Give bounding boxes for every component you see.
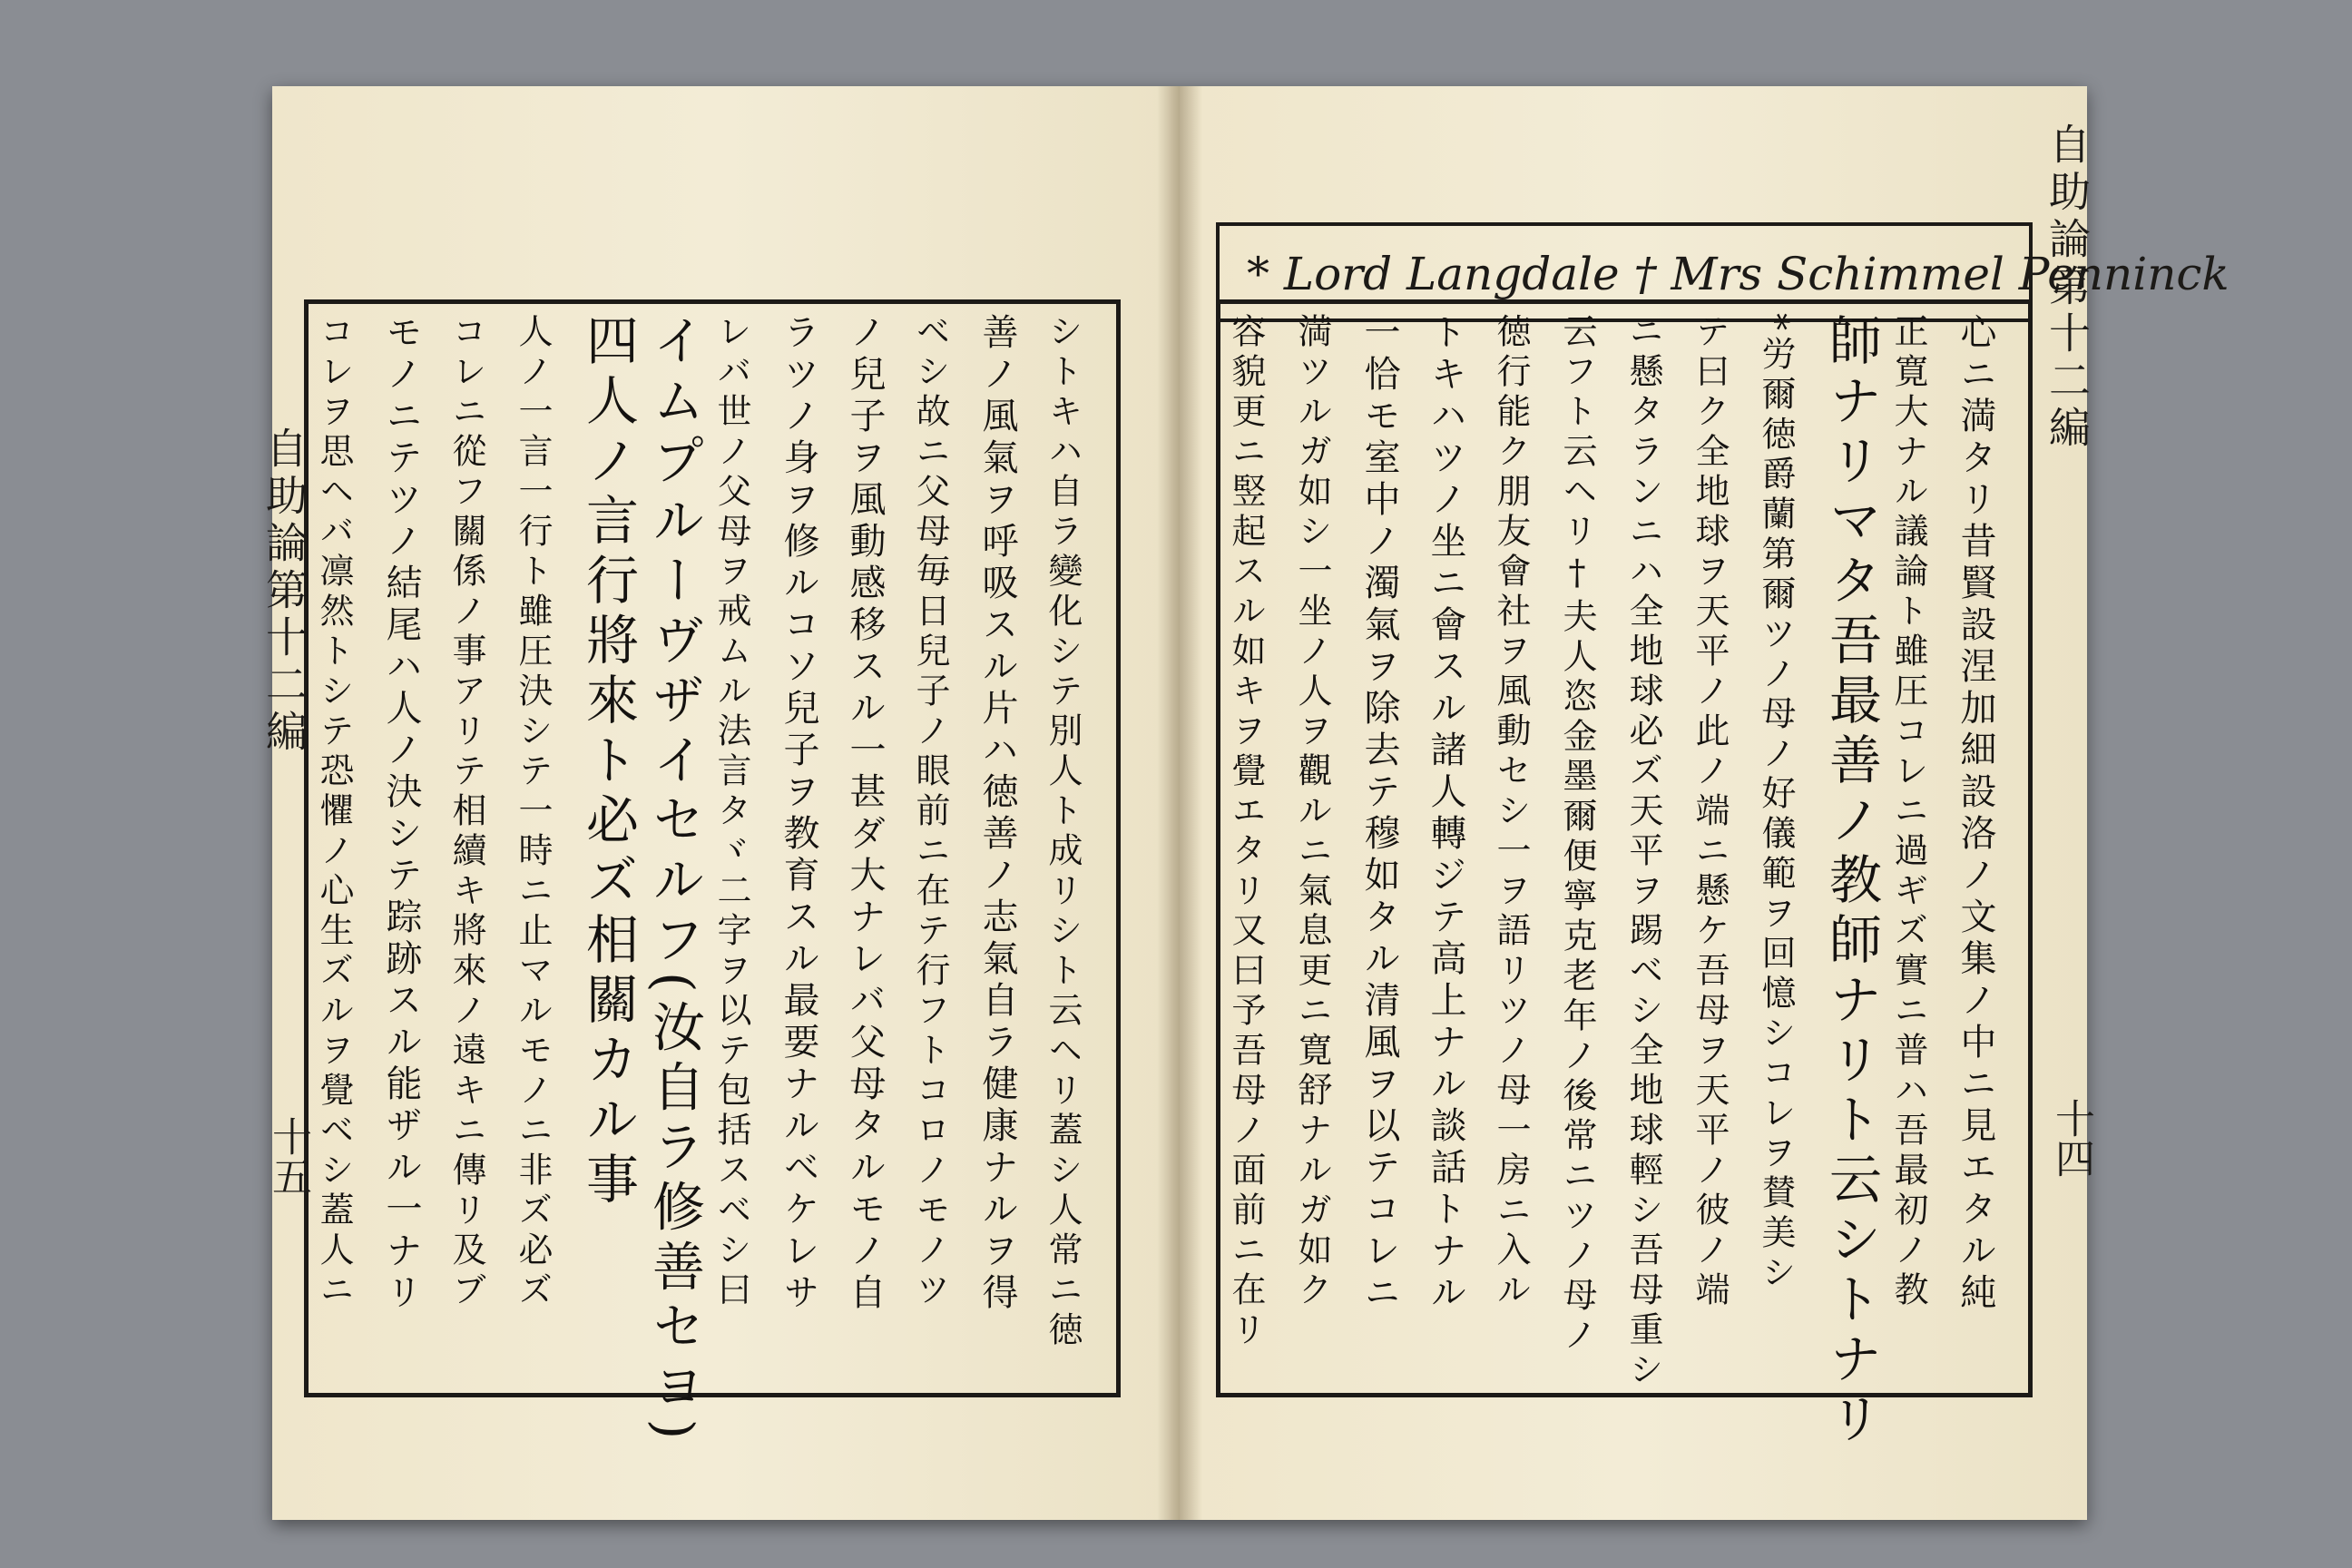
left-page-margin-title: 自助論第十二編 xyxy=(260,426,309,757)
text-column: テ曰ク全地球ヲ天平ノ此ノ端ニ懸ケ吾母ヲ天平ノ彼ノ端 xyxy=(1690,313,1730,1311)
text-column: トキハツノ坐ニ會スル諸人轉ジテ高上ナル談話トナル xyxy=(1425,313,1466,1315)
text-column: 容貌更ニ竪起スル如キヲ覺エタリ又曰予吾母ノ面前ニ在リ xyxy=(1226,313,1266,1351)
text-column: 満ツルガ如シ一坐ノ人ヲ觀ルニ氣息更ニ寛舒ナルガ如ク xyxy=(1292,313,1332,1311)
text-column: 心ニ満タリ昔賢設涅加細設洛ノ文集ノ中ニ見エタル純 xyxy=(1955,313,1996,1315)
text-column: シトキハ自ラ變化シテ別人ト成リシト云ヘリ蓋シ人常ニ徳 xyxy=(1043,313,1083,1351)
text-column: レバ世ノ父母ヲ戒ムル法言タヾ二字ヲ以テ包括スベシ曰 xyxy=(711,313,751,1311)
text-column: 四人ノ言行將來ト必ズ相關カル事 xyxy=(577,313,639,1211)
text-column: イムプルーヴザイセルフ(汝自ラ修善セヨ) xyxy=(643,313,705,1447)
text-column: コレヲ思ヘバ凛然トシテ恐懼ノ心生ズルヲ覺ベシ蓋人ニ xyxy=(314,313,354,1311)
text-column: ベシ故ニ父母毎日兒子ノ眼前ニ在テ行フトコロノモノツ xyxy=(910,313,950,1311)
text-column: 善ノ風氣ヲ呼吸スル片ハ徳善ノ志氣自ラ健康ナルヲ得 xyxy=(976,313,1018,1315)
text-column: ニ懸タランニハ全地球必ズ天平ヲ踢ベシ全地球輕シ吾母重シ xyxy=(1623,313,1663,1391)
right-page-margin-title: 自助論第十二編 xyxy=(2043,122,2092,453)
text-column: 正寛大ナル議論ト雖圧コレニ過ギズ實ニ普ハ吾最初ノ教 xyxy=(1888,313,1928,1311)
text-column: ラツノ身ヲ修ルコソ兒子ヲ教育スル最要ナルベケレサ xyxy=(778,313,819,1315)
text-column: モノニテツノ結尾ハ人ノ決シテ踪跡スル能ザル一ナリ xyxy=(380,313,422,1315)
book-gutter xyxy=(1157,86,1202,1520)
text-column: *労爾徳爵蘭第爾ツノ母ノ好儀範ヲ回憶シコレヲ賛美シ xyxy=(1756,313,1796,1294)
text-column: コレニ從フ關係ノ事アリテ相續キ將來ノ遠キニ傳リ及ブ xyxy=(446,313,486,1311)
left-page-number: 十五 xyxy=(265,1116,311,1196)
text-column: 人ノ一言一行ト雖圧決シテ一時ニ止マルモノニ非ズ必ズ xyxy=(513,313,553,1311)
text-column: 云フト云ヘリ†夫人恣金墨爾便寧克老年ノ後常ニツノ母ノ xyxy=(1557,313,1597,1357)
text-column: 師ナリマタ吾最善ノ教師ナリト云シトナリ xyxy=(1820,313,1882,1451)
text-column: 徳行能ク朋友會社ヲ風動セシ一ヲ語リツノ母一房ニ入ル xyxy=(1491,313,1531,1311)
english-names-text: * Lord Langdale † Mrs Schimmel Penninck xyxy=(1247,248,2230,300)
right-page-number: 十四 xyxy=(2048,1098,2094,1178)
text-column: 一恰モ室中ノ濁氣ヲ除去テ穆如タル清風ヲ以テコレニ xyxy=(1358,313,1400,1315)
text-column: ノ兒子ヲ風動感移スル一甚ダ大ナレバ父母タルモノ自 xyxy=(844,313,886,1315)
